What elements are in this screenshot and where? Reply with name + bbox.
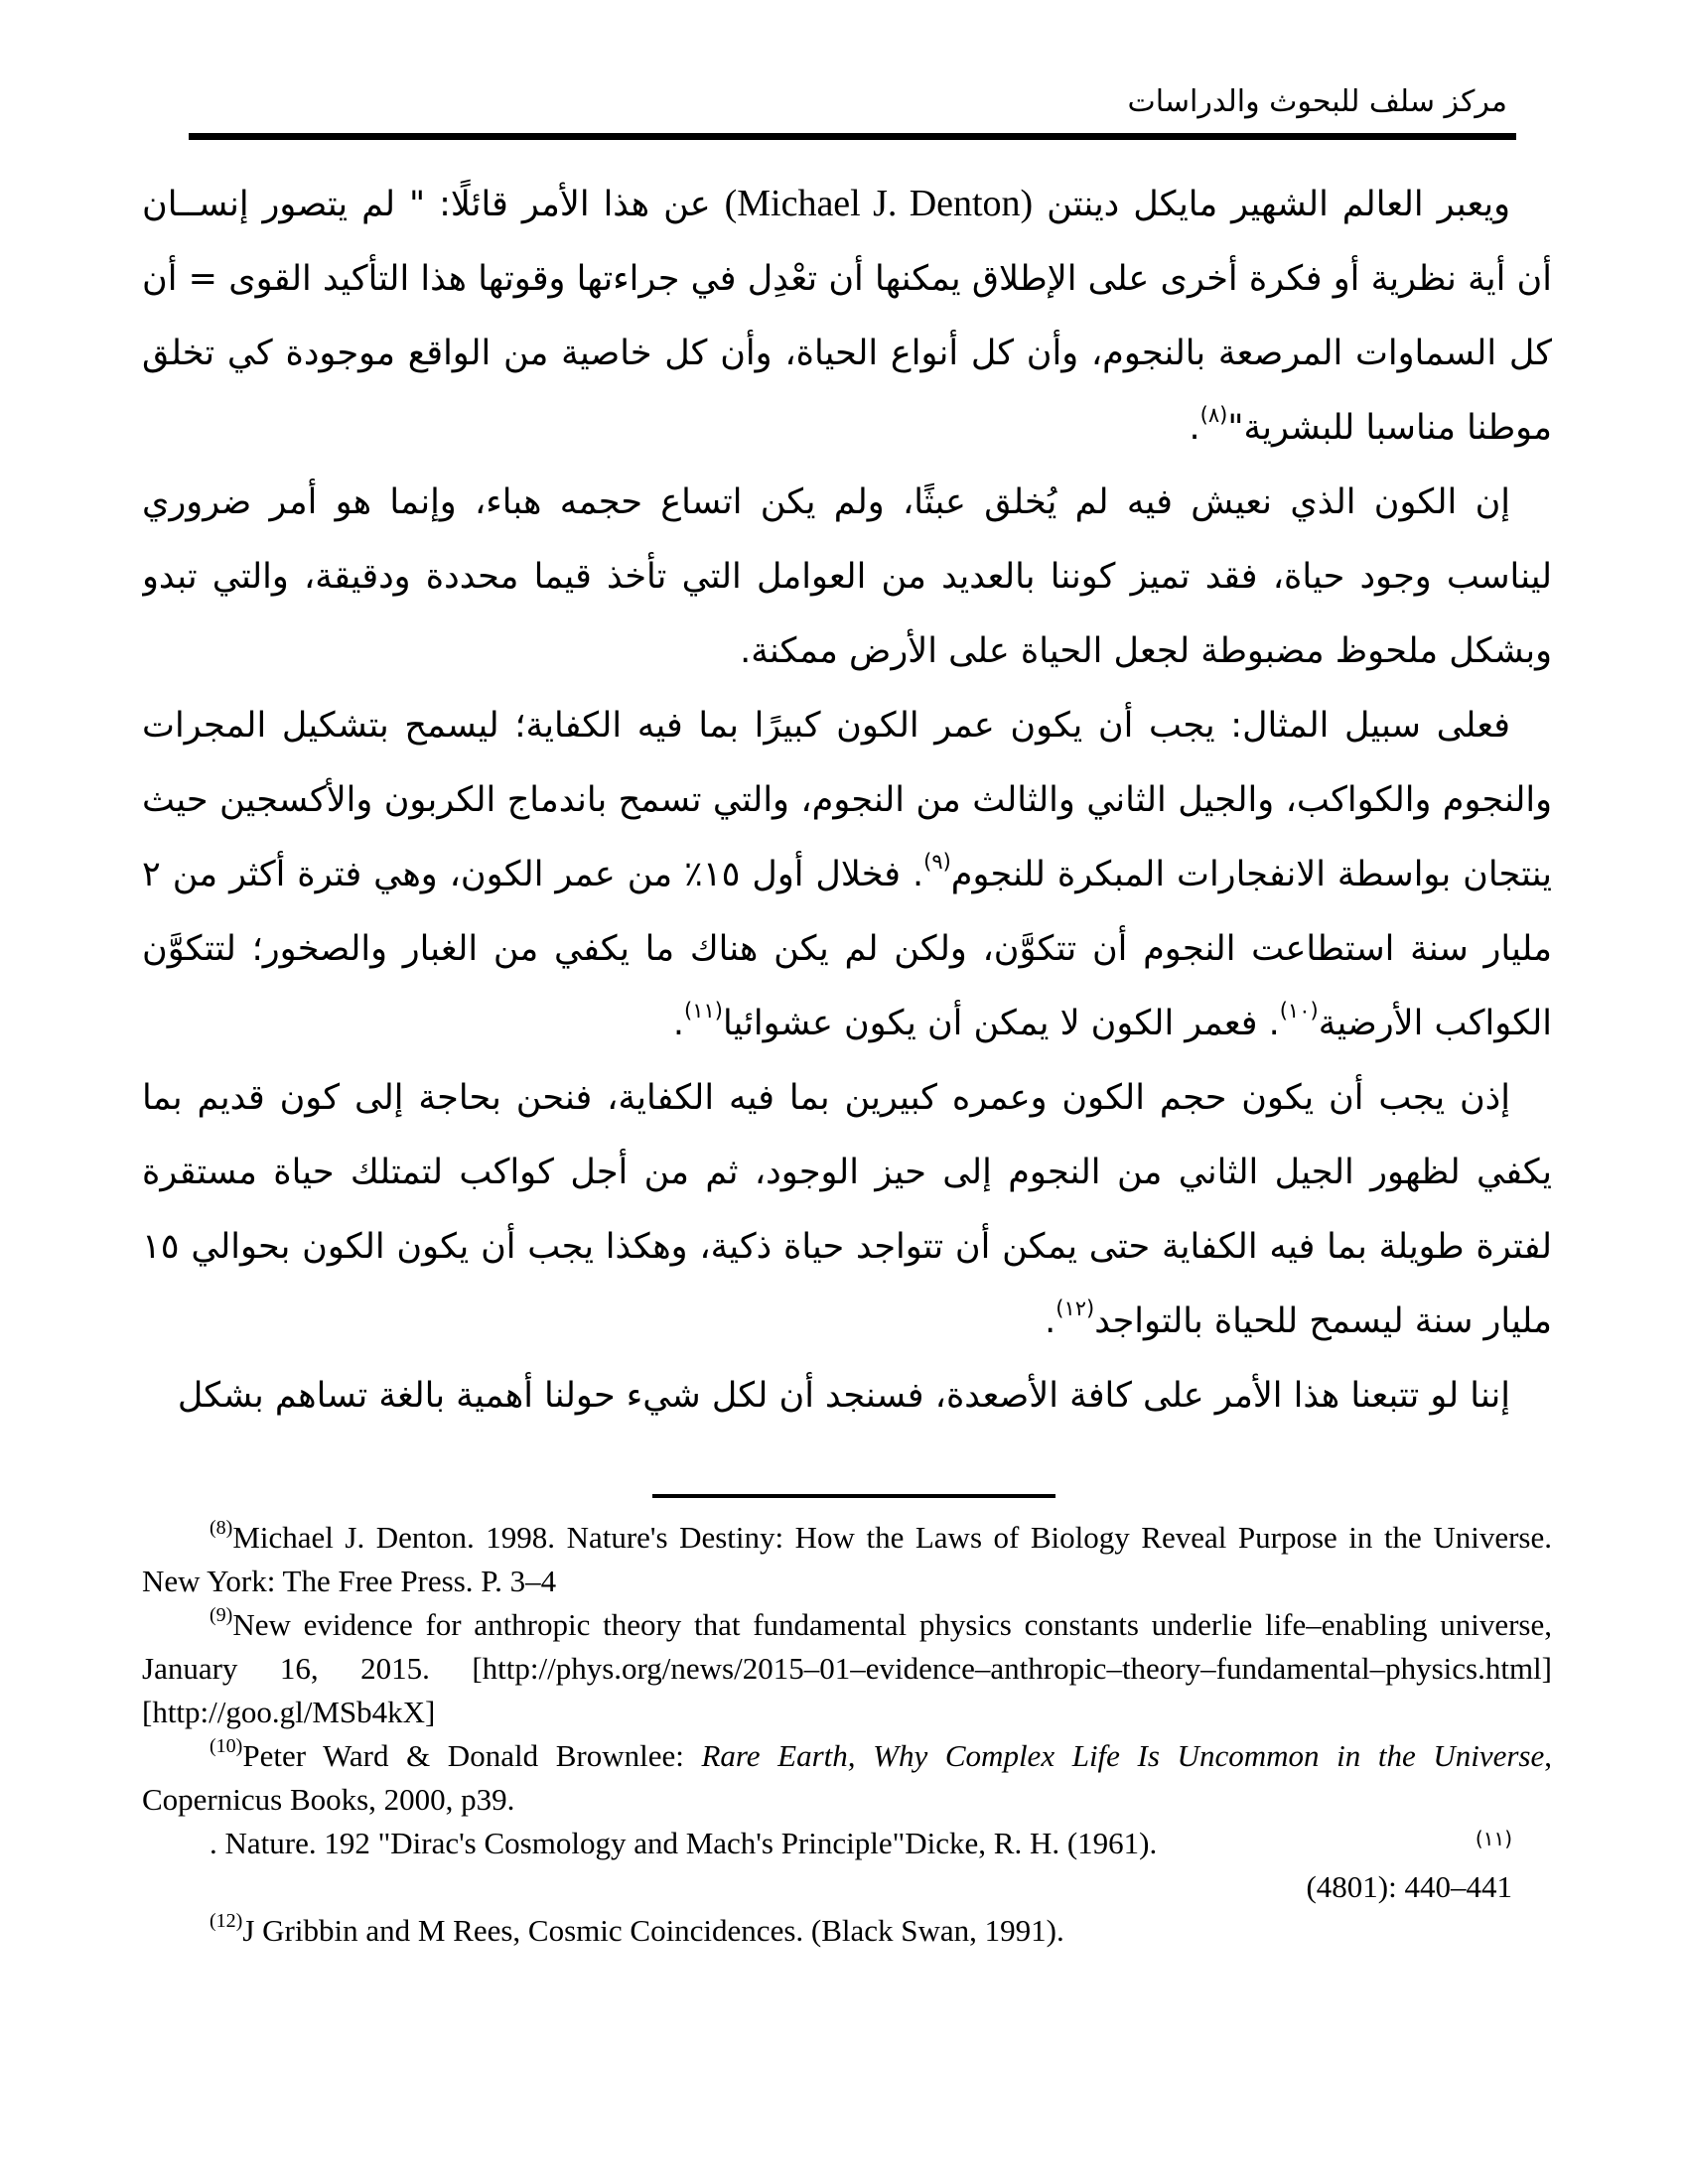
- paragraph-text: . فخلال أول ١٥٪ من عمر الكون، وهي فترة أكثر من ٢ مليار سنة استطاعت النجوم أن تتكوَّن، ولكن لم يكن هناك ما يكفي من الغبار والصخور؛ لتتكوَّن الكواكب الأرضية: [142, 855, 1552, 1043]
- footnote-11-line-1: . Nature. 192 "Dirac's Cosmology and Mach's Principle"Dicke, R. H. (1961). $^{(١١)}$: [142, 1822, 1552, 1865]
- paragraph-text: فعلى سبيل المثال: يجب أن يكون عمر الكون كبيرًا بما فيه الكفاية؛ ليسمح بتشكيل المجرات والنجوم والكواكب، والجيل الثاني والثالث من النجوم، والتي تسمح باندماج الكربون والأكسجين حيث ينتجان بواسطة الانفجارات المبكرة للنجوم: [142, 706, 1552, 894]
- body-paragraph-1: [142, 167, 1552, 466]
- body-paragraph-4: [142, 1061, 1552, 1359]
- footnote-ref-9: (٩): [923, 850, 951, 875]
- footnote-text: J Gribbin and M Rees, Cosmic Coincidences. (Black Swan, 1991).: [242, 1913, 1064, 1948]
- footnote-marker-9: (9): [210, 1603, 233, 1626]
- paragraph-text: ويعبر العالم الشهير مايكل دينتن: [1033, 185, 1511, 224]
- footnote-ref-11: (١١): [684, 999, 723, 1024]
- footnote-book-title: Rare Earth, Why Complex Life Is Uncommon in the Universe: [701, 1738, 1545, 1773]
- paragraph-text: إذن يجب أن يكون حجم الكون وعمره كبيرين بما فيه الكفاية، فنحن بحاجة إلى كون قديم بما يكفي لظهور الجيل الثاني من النجوم إلى حيز الوجود، ثم من أجل كواكب لتمتلك حياة مستقرة لفترة طويلة بما فيه الكفاية حتى يمكن أن تتواجد حياة ذكية، وهكذا يجب أن يكون الكون بحوالي ١٥ مليار سنة ليسمح للحياة بالتواجد: [142, 1078, 1552, 1341]
- paragraph-text: .: [672, 1004, 684, 1043]
- footnote-list: [142, 1516, 1552, 1953]
- paragraph-text: عن هذا الأمر قائلًا: " لم يتصور إنســان أن أية نظرية أو فكرة أخرى على الإطلاق يمكنها أن تعْدِل في جراءتها وقوتها هذا التأكيد القوى = أن كل السماوات المرصعة بالنجوم، وأن كل أنواع الحياة، وأن كل خاصية من الواقع موجودة كي تخلق موطنا مناسبا للبشرية": [142, 185, 1552, 448]
- header-title: مركز سلف للبحوث والدراسات: [1127, 84, 1507, 119]
- paragraph-text: .: [1045, 1301, 1056, 1341]
- footnote-text: . Nature. 192 "Dirac's Cosmology and Mach's Principle"Dicke, R. H. (1961).: [210, 1826, 1158, 1860]
- footnote-marker-12: (12): [210, 1909, 243, 1932]
- paragraph-text: . فعمر الكون لا يمكن أن يكون عشوائيا: [722, 1004, 1280, 1043]
- header-rule: [189, 133, 1516, 140]
- footnote-11-line-2: (4801): 440–441: [1306, 1869, 1512, 1904]
- footnote-9: [142, 1603, 1552, 1734]
- paragraph-text: إن الكون الذي نعيش فيه لم يُخلق عبثًا، ولم يكن اتساع حجمه هباء، وإنما هو أمر ضروري ليناسب وجود حياة، فقد تميز كوننا بالعديد من العوامل التي تأخذ قيما محددة ودقيقة، والتي تبدو وبشكل ملحوظ مضبوطة لجعل الحياة على الأرض ممكنة.: [142, 482, 1552, 671]
- footnote-ref-8: (٨): [1199, 403, 1228, 428]
- footnote-marker-8: (8): [210, 1516, 233, 1539]
- paragraph-text: إننا لو تتبعنا هذا الأمر على كافة الأصعدة، فسنجد أن لكل شيء حولنا أهمية بالغة تساهم بشكل: [177, 1376, 1510, 1416]
- paragraph-text: .: [1189, 408, 1200, 448]
- body-paragraph-2: [142, 466, 1552, 689]
- latin-author-name: (Michael J. Denton): [724, 183, 1034, 224]
- footnote-text: New evidence for anthropic theory that fundamental physics constants underlie life–enabling universe, January 16, 2015. [http://phys.org/news/2015–01–evidence–anthropic–theory–fundamental–physics.html] [http://goo.gl/MSb4kX]: [142, 1607, 1552, 1729]
- footnote-ref-12: (١٢): [1055, 1297, 1095, 1321]
- body-paragraph-5: [142, 1359, 1552, 1433]
- footnote-11: [142, 1822, 1552, 1909]
- footnote-text: Peter Ward & Donald Brownlee:: [242, 1738, 702, 1773]
- footnote-ref-10: (١٠): [1279, 999, 1319, 1024]
- footnote-10: [142, 1734, 1552, 1822]
- body-paragraph-3: [142, 689, 1552, 1061]
- footnote-12: [142, 1909, 1552, 1953]
- footnote-text: Michael J. Denton. 1998. Nature's Destiny: How the Laws of Biology Reveal Purpose in the Universe. New York: The Free Press. P. 3–4: [142, 1520, 1552, 1598]
- body-text: [142, 167, 1552, 1433]
- footnote-marker-10: (10): [210, 1734, 243, 1757]
- footnote-separator: [652, 1494, 1055, 1498]
- footnote-area: [142, 1494, 1552, 1953]
- footnote-8: [142, 1516, 1552, 1603]
- footnote-text: , Copernicus Books, 2000, p39.: [142, 1738, 1552, 1817]
- page-content: [142, 0, 1552, 2184]
- page-header: [142, 0, 1552, 140]
